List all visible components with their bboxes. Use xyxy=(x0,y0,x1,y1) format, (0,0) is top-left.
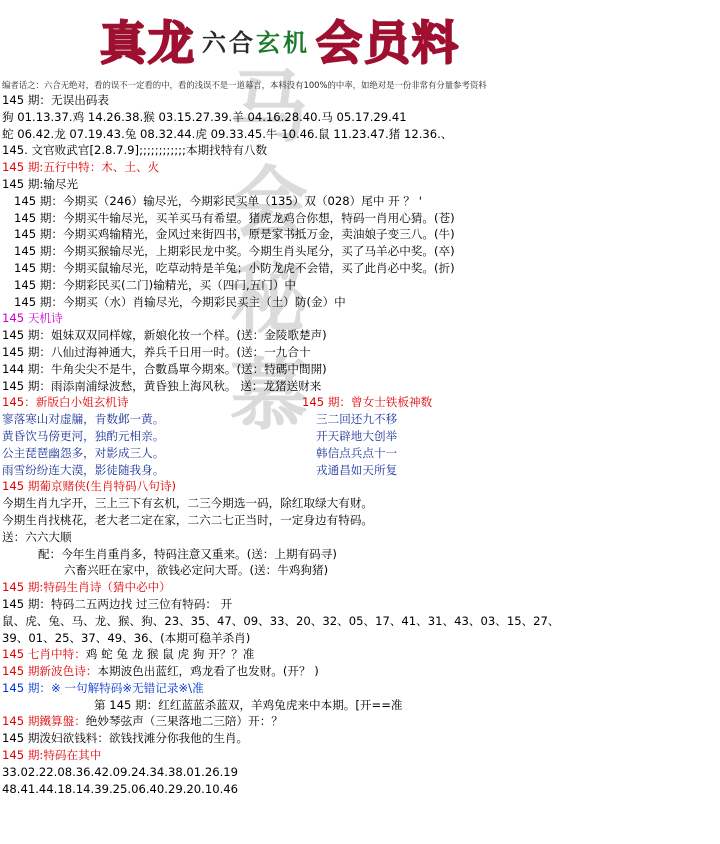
line: 六畜兴旺在家中，欲钱必定问大哥。(送：牛鸡狗猪) xyxy=(64,563,329,578)
section-heading: 145 期:五行中特：木、土、火 xyxy=(2,160,160,175)
line: 145 期：特码二五两边找 过三位有特码： 开 xyxy=(2,596,233,611)
line: 145 期：今期买（水）肖输尽光，今期彩民买主（土）防(金）中 xyxy=(14,294,346,309)
line-value: 本期波色出蓝红，鸡龙看了也发财。(开？ ) xyxy=(97,664,319,679)
line: 145 期：八仙过海神通大，养兵千日用一时。(送：一九合十 xyxy=(2,344,311,359)
column-left-text: 黄昏饮马傍更河，独酌元相亲。 xyxy=(2,428,165,443)
line: 145 期：今期彩民买(二门)输精光，买（四门,五门）中 xyxy=(14,277,297,292)
watermark: 马会秘慕 xyxy=(229,62,310,441)
label-red: 145 期新波色诗： xyxy=(2,664,98,679)
line: 145 期：今期买牛输尽光，买羊买马有希望。猪虎龙鸡合你想，特码一肖用心猜。(苍) xyxy=(14,210,455,225)
two-column-row xyxy=(0,428,720,445)
two-column-row xyxy=(0,445,720,462)
line: 145 期：今期买（246）输尽光，今期彩民买单（135）双（028）尾中 开 ？ ' xyxy=(14,193,422,208)
line-value: 绝妙琴弦声（三果落地二三陪）开：？ xyxy=(85,714,283,729)
line: 145 期：今期买猴输尽光，上期彩民龙中奖。今期生肖头尾分，买了马羊必中奖。(卒) xyxy=(14,244,455,259)
line: 145 期泼妇欲钱料：欲钱找滩分你我他的生肖。 xyxy=(2,731,249,746)
line: 狗 01.13.37.鸡 14.26.38.猴 03.15.27.39.羊 04.16.28.40.马 05.17.29.41 xyxy=(2,109,407,124)
column-right-text: 戎通昌如天所复 xyxy=(316,462,398,477)
number-line: 48.41.44.18.14.39.25.06.40.29.20.10.46 xyxy=(2,781,239,796)
line: 145. 文官败武官[2.8.7.9];;;;;;;;;;;;本期找特有八数 xyxy=(2,143,268,158)
logo-title-left: 真龙 xyxy=(100,16,196,70)
column-left-text: 雨雪纷纷连大漠，影徒随我身。 xyxy=(2,462,165,477)
column-left-text: 公主琵琶幽怨多，对影成三人。 xyxy=(2,445,165,460)
site-logo xyxy=(100,10,460,70)
section-heading: 145 期:特码生肖诗（猜中必中） xyxy=(2,580,171,595)
two-column-heading xyxy=(0,394,720,411)
column-right-text: 三二回还九不移 xyxy=(316,412,398,427)
section-heading: 145 期：※ 一句解特码※无错记录※\准 xyxy=(2,680,204,695)
line: 蛇 06.42.龙 07.19.43.兔 08.32.44.虎 09.33.45.牛 10.46.鼠 11.23.47.猪 12.36.、 xyxy=(2,126,453,141)
line: 今期生肖找桃花，老大老二定在家，二六二七正当时，一定身边有特码。 xyxy=(2,512,374,527)
column-right-text: 开天辟地大创举 xyxy=(316,428,398,443)
line: 鼠、虎、兔、马、龙、猴、狗、23、35、47、09、33、20、32、05、17、41、31、43、03、15、27、 xyxy=(2,613,560,628)
line-value: 鸡 蛇 兔 龙 猴 鼠 虎 狗 开？？准 xyxy=(85,647,255,662)
line: 145 期：今期买鼠输尽光，吃草动特是羊兔；小防龙虎不会错，买了此肖必中奖。(折) xyxy=(14,260,455,275)
line: 145 期：雨添南浦绿波愁，黄昏独上海风秋。 送：龙猪送财来 xyxy=(2,378,322,393)
line: 今期生肖九字开，三上三下有玄机，二三今期选一码，除红取绿大有财。 xyxy=(2,496,374,511)
column-heading-left: 145：新版白小姐玄机诗 xyxy=(2,395,129,410)
column-left-text: 寥落寒山对虚牖，肯数邺一黄。 xyxy=(2,412,165,427)
logo-subtitle-1: 六合 xyxy=(202,27,256,57)
line: 144 期：牛角尖尖不是牛，合數爲單今期來。(送：特碼中間開) xyxy=(2,361,327,376)
section-heading: 145 期:输尽光 xyxy=(2,176,79,191)
line: 145 期：今期买鸡输精光，金风过来街四书，原是家书抵万金，卖油娘子变三八。(牛) xyxy=(14,227,455,242)
line: 配：今年生肖重肖多，特码注意又重来。(送：上期有码寻) xyxy=(38,546,337,561)
section-heading: 145 期葡京赌侠(生肖特码八句诗) xyxy=(2,479,176,494)
section-heading: 145 期:特码在其中 xyxy=(2,748,102,763)
label-red: 145 期鐵算盤： xyxy=(2,714,86,729)
logo-subtitle xyxy=(202,23,310,58)
logo-title-right: 会员料 xyxy=(316,16,460,70)
two-column-row xyxy=(0,462,720,479)
logo-subtitle-2: 玄机 xyxy=(256,27,310,57)
two-column-row xyxy=(0,411,720,428)
line: 第 145 期：红红蓝蓝杀蓝双，羊鸡兔虎来中本期。[开==准 xyxy=(94,697,403,712)
line: 145 期：姐妹双双同样嫁，新娘化妆一个样。(送：金陵歌楚声) xyxy=(2,328,327,343)
column-heading-right: 145 期：曾女士铁板神数 xyxy=(302,395,433,410)
line: 145 期：无误出码表 xyxy=(2,93,109,107)
disclaimer: 编者话之：六合无绝对，看的误不一定看的中，看的浅误不是一道幕言，本料没有100%的中率，如绝对是一份非常有分量参考资料 xyxy=(2,80,487,90)
line xyxy=(0,646,720,663)
label-red: 145 七肖中特： xyxy=(2,647,86,662)
line xyxy=(0,713,720,730)
line: 39、01、25、37、49、36、(本期可稳羊杀肖) xyxy=(2,630,251,645)
number-line: 33.02.22.08.36.42.09.24.34.38.01.26.19 xyxy=(2,764,239,779)
header-banner xyxy=(0,0,720,78)
section-heading: 145 天机诗 xyxy=(2,311,63,326)
line: 送：六六大顺 xyxy=(2,529,72,544)
column-right-text: 韩信点兵点十一 xyxy=(316,445,398,460)
main-content xyxy=(0,92,720,797)
line xyxy=(0,663,720,680)
